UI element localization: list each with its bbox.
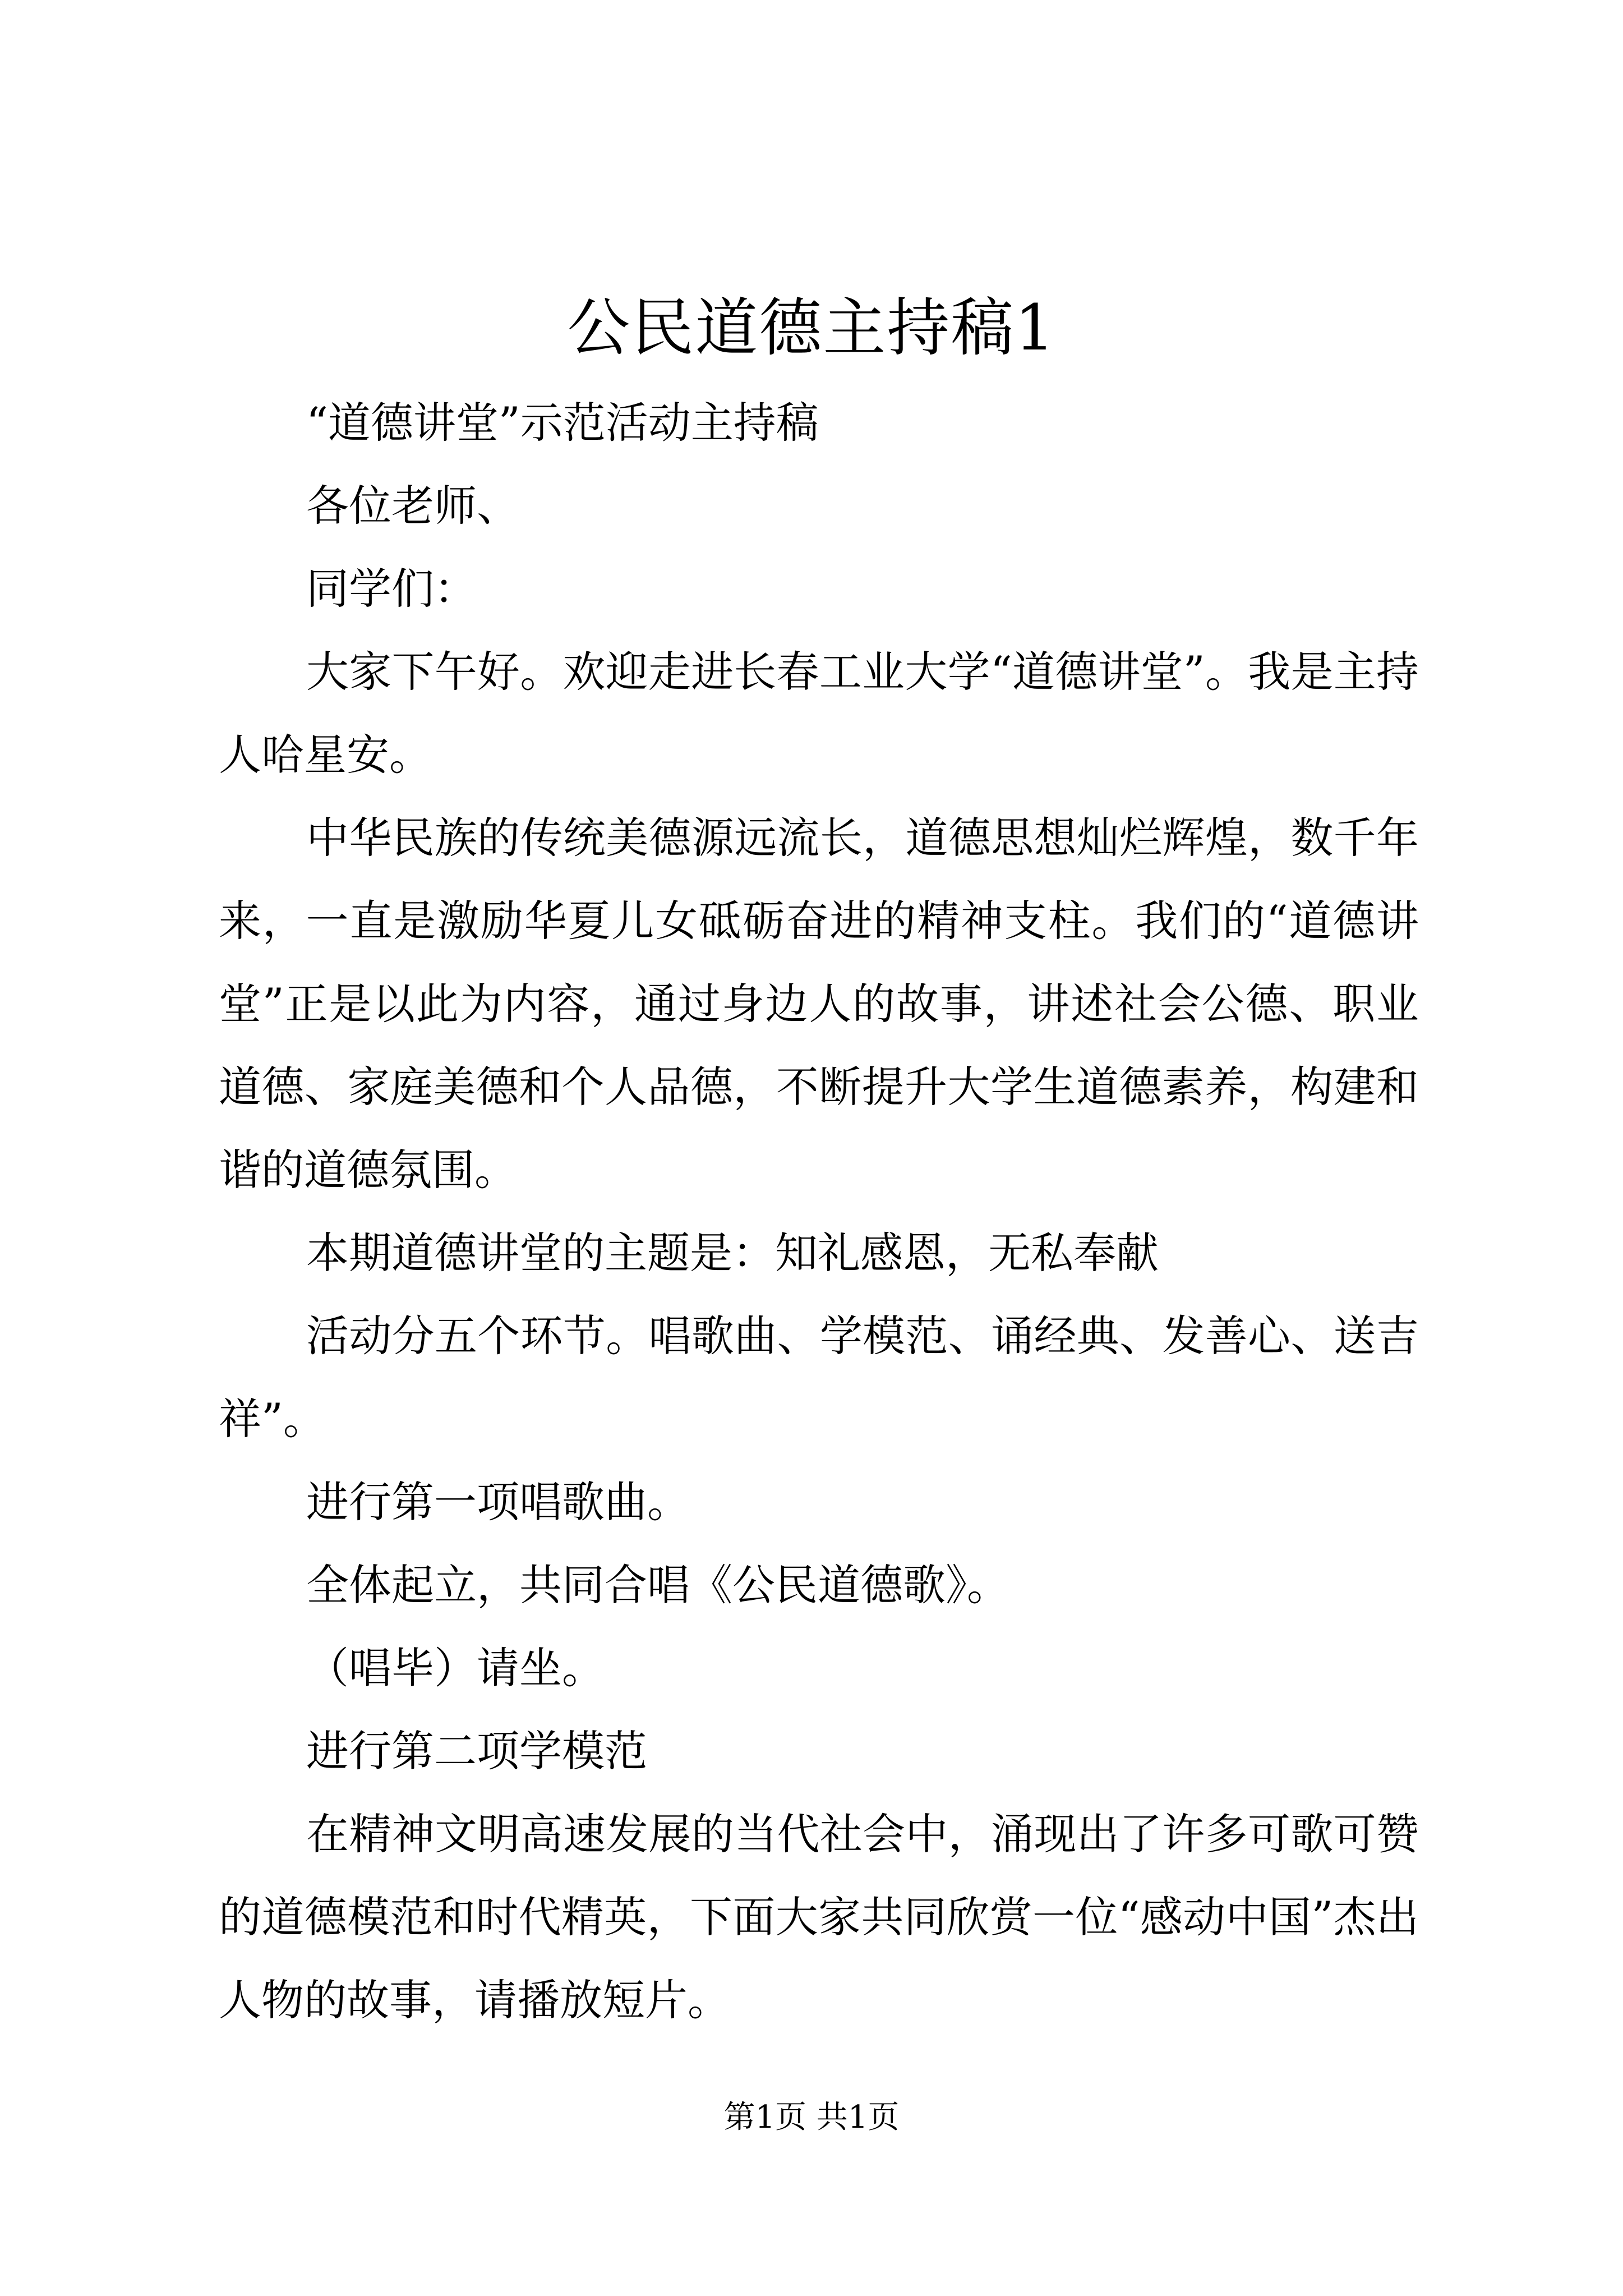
paragraph-welcome: 大家下午好。欢迎走进长春工业大学“道德讲堂”。我是主持人哈星安。	[219, 647, 1419, 780]
paragraph-sections: 活动分五个环节。唱歌曲、学模范、诵经典、发善心、送吉祥”。	[219, 1311, 1419, 1444]
paragraph-introduction: 中华民族的传统美德源远流长，道德思想灿烂辉煌，数千年来，一直是激励华夏儿女砥砺奋进的精神支柱。我们的“道德讲堂”正是以此为内容，通过身边人的故事，讲述社会公德、职业道德、家庭美德和个人品德，不断提升大学生道德素养，构建和谐的道德氛围。	[219, 813, 1419, 1195]
paragraph-second-item: 进行第二项学模范	[306, 1726, 647, 1776]
paragraph-first-item: 进行第一项唱歌曲。	[306, 1477, 690, 1527]
paragraph-theme: 本期道德讲堂的主题是：知礼感恩，无私奉献	[306, 1228, 1159, 1278]
paragraph-greeting-teachers: 各位老师、	[306, 481, 519, 531]
paragraph-subtitle: “道德讲堂”示范活动主持稿	[306, 398, 819, 448]
document-title: 公民道德主持稿1	[567, 292, 1056, 365]
paragraph-greeting-students: 同学们：	[306, 564, 477, 614]
paragraph-stand-sing: 全体起立，共同合唱《公民道德歌》。	[306, 1560, 1009, 1610]
paragraph-role-models: 在精神文明高速发展的当代社会中，涌现出了许多可歌可赞的道德模范和时代精英，下面大家共同欣赏一位“感动中国”杰出人物的故事，请播放短片。	[219, 1809, 1419, 2025]
page-footer: 第1页 共1页	[723, 2099, 900, 2136]
document-body	[219, 381, 1419, 2042]
paragraph-sit-down: （唱毕）请坐。	[306, 1643, 605, 1693]
